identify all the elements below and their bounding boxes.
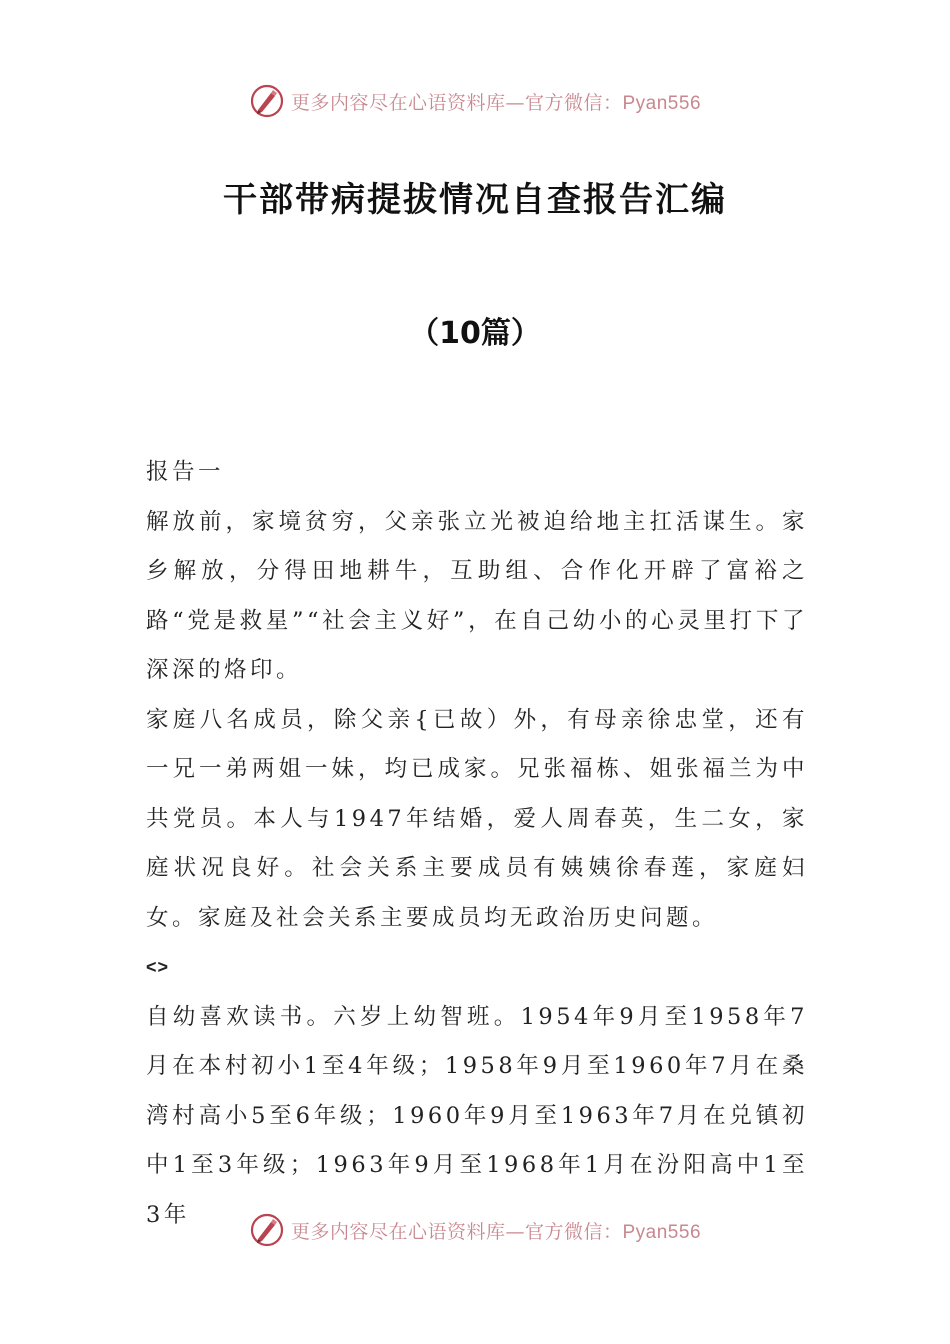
pen-logo-icon: [249, 83, 285, 119]
watermark-text: [291, 88, 701, 115]
paragraph: 解放前，家境贫穷，父亲张立光被迫给地主扛活谋生。家乡解放，分得田地耕牛，互助组、合作化开辟了富裕之路“党是救星”“社会主义好”，在自己幼小的心灵里打下了深深的烙印。: [146, 508, 808, 683]
section-marker: <>: [146, 957, 170, 977]
section-label: 报告一: [146, 459, 225, 485]
document-body: [146, 448, 808, 1240]
header-watermark-banner: [0, 78, 950, 124]
watermark-slogan: 更多内容尽在心语资料库—官方微信：: [290, 91, 623, 114]
pen-logo-icon: [249, 1212, 285, 1248]
wechat-id: Pyan556: [622, 92, 702, 114]
watermark-slogan: 更多内容尽在心语资料库—官方微信：: [290, 1220, 623, 1243]
watermark-text: [291, 1217, 701, 1244]
document-subtitle: （10篇）: [409, 316, 541, 351]
footer-watermark-banner: [0, 1207, 950, 1253]
paragraph: 家庭八名成员，除父亲{已故）外，有母亲徐忠堂，还有一兄一弟两姐一妹，均已成家。兄张福栋、姐张福兰为中共党员。本人与1947年结婚，爱人周春英，生二女，家庭状况良好。社会关系主要成员有姨姨徐春莲，家庭妇女。家庭及社会关系主要成员均无政治历史问题。: [146, 706, 808, 931]
document-title: 干部带病提拔情况自查报告汇编: [223, 180, 727, 220]
paragraph: 自幼喜欢读书。六岁上幼智班。1954年9月至1958年7月在本村初小1至4年级；1958年9月至1960年7月在桑湾村高小5至6年级；1960年9月至1963年7月在兑镇初中1至3年级；1963年9月至1968年1月在汾阳高中1至3年: [146, 1003, 808, 1228]
wechat-id: Pyan556: [622, 1221, 702, 1243]
